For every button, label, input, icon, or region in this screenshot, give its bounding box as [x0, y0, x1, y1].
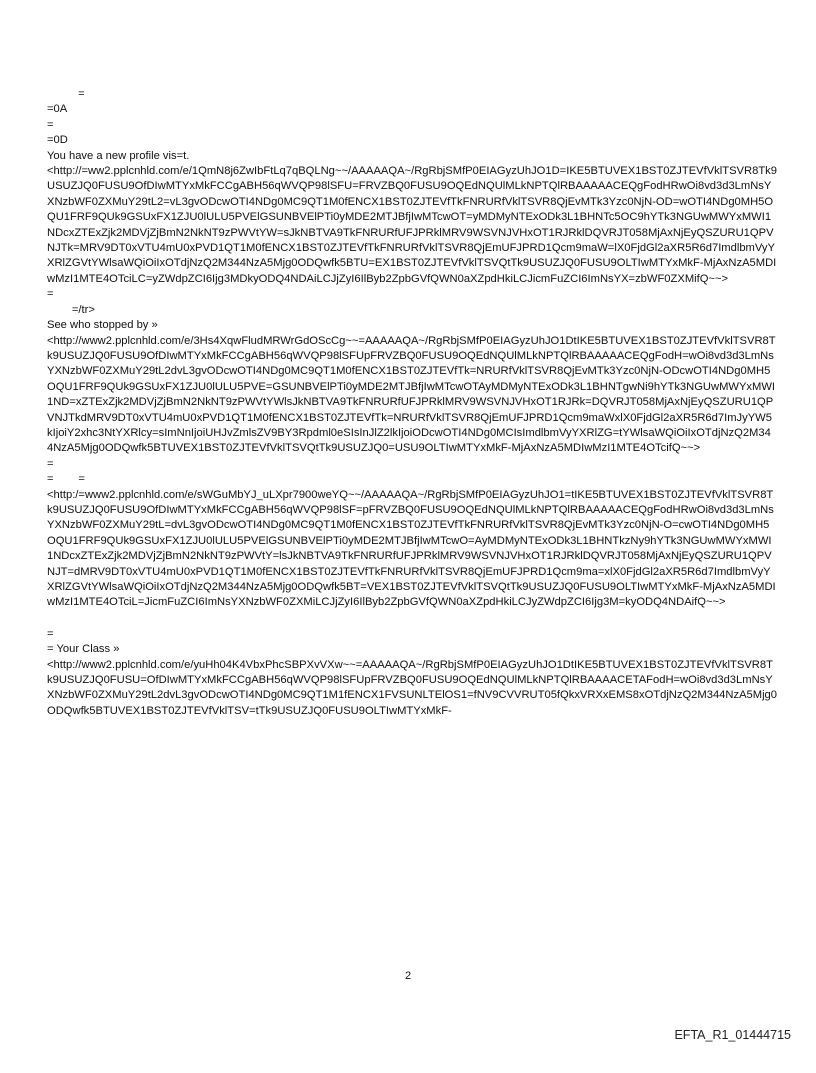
line-0a: =0A: [47, 103, 68, 116]
eq-line: =: [47, 457, 54, 470]
profile-visit-line: You have a new profile vis=t.: [47, 149, 190, 162]
line-0d: =0D: [47, 134, 68, 147]
eq-line: =: [47, 118, 54, 131]
eq-line: = =: [47, 473, 85, 486]
page-number: 2: [404, 970, 412, 982]
your-class-line: = Your Class »: [47, 643, 120, 656]
eq-line: =: [47, 88, 85, 100]
email-body: [47, 87, 777, 719]
url-block: <http://=ww2.pplcnhld.com/e/1QmN8j6ZwIbFtLq7qBQLNg~~/AAAAAQA~/RgRbjSMfP0EIAGyzUhJO1D=IKE5BTUVEX1BST0ZJTEVfVklTSVR8Tk9USUZJQ0FUSU9OfDIwMTYxMkFCCgABH56qWVQP98lSFU=FRVZBQ0FUSU9OQEdNQUlMLkNPTQlRBAAAAACEQgFodHRwOi8vd3d3LmNsYXNzbWF0ZXMuY29tL2=vL3gvODcwOTI4NDg0MC9QT1M0fENCX1BST0ZJTEVfTkFNRURfVklTSVR8QjEvMTk3Yzc0NjN-OD=wOTI4NDg0MH5OQU1FRF9QUk9GSUxFX1ZJU0lULU5PVElGSUNBVElPTi0yMDE2MTJBfjIwMTcwOT=yMDMyNTExODk3L1BHNTc5OC9hYTk3NGUwMWYxMWI1NDcxZTExZjk2MDVjZjBmN2NkNT9zPWVtYW=sJkNBTVA9TkFNRURfUFJPRklMRV9WSVNJVHxOT1RJRklDQVRJT058MjAxNjEyQSZURU1QPVNJTk=MRV9DT0xVTU4mU0xPVD1QT1M0fENCX1BST0ZJTEVfTkFNRURfVklTSVR8QjEmUFJPRD1Qcm9maW=lX0FjdGl2aXR5R6d7ImdlbmVyYXRlZGVtYWlsaWQiOiIxOTdjNzQ2M344NzA5Mjg0ODQwfk5BTU=EX1BST0ZJTEVfVklTSVQtTk9USUZJQ0FUSU9OLTIwMTYxMkF-MjAxNzA5MDIwMzI1MTE4OTciLC=yZWdpZCI6Ijg3MDkyODQ4NDAiLCJjZyI6IlByb2ZpbGVfQWN0aXZpdHkiLCJicmFuZCI6ImNsYX=zbWF0ZXMifQ~~>: [47, 165, 777, 285]
eq-line: =: [47, 288, 54, 301]
url-block: <http://www2.pplcnhld.com/e/3Hs4XqwFludMRWrGdOScCg~~=AAAAAQA~/RgRbjSMfP0EIAGyzUhJO1DtIKE5BTUVEX1BST0ZJTEVfVklTSVR8Tk9USUZJQ0FUSU9OfDIwMTYxMkFCCgABH56qWVQP98lSFUpFRVZBQ0FUSU9OQEdNQUlMLkNPTQlRBAAAAACEQgFodH=wOi8vd3d3LmNsYXNzbWF0ZXMuY29tL2dvL3gvODcwOTI4NDg0MC9QT1M0fENCX1BST0ZJTEVfTk=NRURfVklTSVR8QjEvMTk3Yzc0NjN-ODcwOTI4NDg0MH5OQU1FRF9QUk9GSUxFX1ZJU0lULU5PVE=GSUNBVElPTi0yMDE2MTJBfjIwMTcwOTAyMDMyNTExODk3L1BHNTgwNi9hYTk3NGUwMWYxMWI1ND=xZTExZjk2MDVjZjBmN2NkNT9zPWVtYWlsJkNBTVA9TkFNRURfUFJPRklMRV9WSVNJVHxOT1RJRk=DQVRJT058MjAxNjEyQSZURU1QPVNJTkdMRV9DT0xVTU4mU0xPVD1QT1M0fENCX1BST0ZJTEVfTk=NRURfVklTSVR8QjEmUFJPRD1Qcm9maWxlX0FjdGl2aXR5R6d7ImJyYW5kIjoiY2xhc3NtYXRlcy=sImNnIjoiUHJvZmlsZV9BY3Rpdml0eSIsInJlZ2lkIjoiODcwOTI4NDg0MCIsImdlbmVyYXRlZG=tYWlsaWQiOiIxOTdjNzQ2M344NzA5Mjg0ODQwfk5BTUVEX1BST0ZJTEVfVklTSVQtTk9USUZJQ0=USU9OLTIwMTYxMkF-MjAxNzA5MDIwMzI1MTE4OTcifQ~~>: [47, 334, 776, 455]
see-who-line: See who stopped by »: [47, 319, 158, 332]
tr-line: =/tr>: [47, 303, 95, 316]
document-id-footer: EFTA_R1_01444715: [674, 1028, 791, 1042]
url-block: <http:/=www2.pplcnhld.com/e/sWGuMbYJ_uLXpr7900weYQ~~/AAAAAQA~/RgRbjSMfP0EIAGyzUhJO1=tIKE5BTUVEX1BST0ZJTEVfVklTSVR8Tk9USUZJQ0FUSU9OfDIwMTYxMkFCCgABH56qWVQP98lSF=pFRVZBQ0FUSU9OQEdNQUlMLkNPTQlRBAAAAACEQgFodHRwOi8vd3d3LmNsYXNzbWF0ZXMuY29tL=dvL3gvODcwOTI4NDg0MC9QT1M0fENCX1BST0ZJTEVfTkFNRURfVklTSVR8QjEvMTk3Yzc0NjN-O=cwOTI4NDg0MH5OQU1FRF9QUk9GSUxFX1ZJU0lULU5PVElGSUNBVElPTi0yMDE2MTJBfjIwMTcwO=AyMDMyNTExODk3L1BHNTkzNy9hYTk3NGUwMWYxMWI1NDcxZTExZjk2MDVjZjBmN2NkNT9zPWVtY=lsJkNBTVA9TkFNRURfUFJPRklMRV9WSVNJVHxOT1RJRklDQVRJT058MjAxNjEyQSZURU1QPVNJT=dMRV9DT0xVTU4mU0xPVD1QT1M0fENCX1BST0ZJTEVfTkFNRURfVklTSVR8QjEmUFJPRD1Qcm9ma=xlX0FjdGl2aXR5R6d7ImdlbmVyYXRlZGVtYWlsaWQiOiIxOTdjNzQ2M344NzA5Mjg0ODQwfk5BT=VEX1BST0ZJTEVfVklTSVQtTk9USUZJQ0FUSU9OLTIwMTYxMkF-MjAxNzA5MDIwMzI1MTE4OTciL=JicmFuZCI6ImNsYXNzbWF0ZXMiLCJjZyI6IlByb2ZpbGVfQWN0aXZpdHkiLCJyZWdpZCI6Ijg3M=kyODQ4NDAifQ~~>: [47, 488, 776, 609]
eq-line: =: [47, 627, 54, 640]
blank-gap: [47, 611, 777, 627]
url-block: <http://www2.pplcnhld.com/e/yuHh04K4VbxPhcSBPXvVXw~~=AAAAAQA~/RgRbjSMfP0EIAGyzUhJO1DtIKE5BTUVEX1BST0ZJTEVfVklTSVR8Tk9USUZJQ0FUSU=OfDIwMTYxMkFCCgABH56qWVQP98lSFUpFRVZBQ0FUSU9OQEdNQUlMLkNPTQlRBAAAACETAFodH=wOi8vd3d3LmNsYXNzbWF0ZXMuY29tL2dvL3gvODcwOTI4NDg0MC9QT1M1fENCX1FVSUNLTElOS1=fNV9CVVRUT05fQkxVRXxEMS8xOTdjNzQ2M344NzA5Mjg0ODQwfk5BTUVEX1BST0ZJTEVfVklTSV=tTk9USUZJQ0FUSU9OLTIwMTYxMkF-: [47, 658, 777, 717]
